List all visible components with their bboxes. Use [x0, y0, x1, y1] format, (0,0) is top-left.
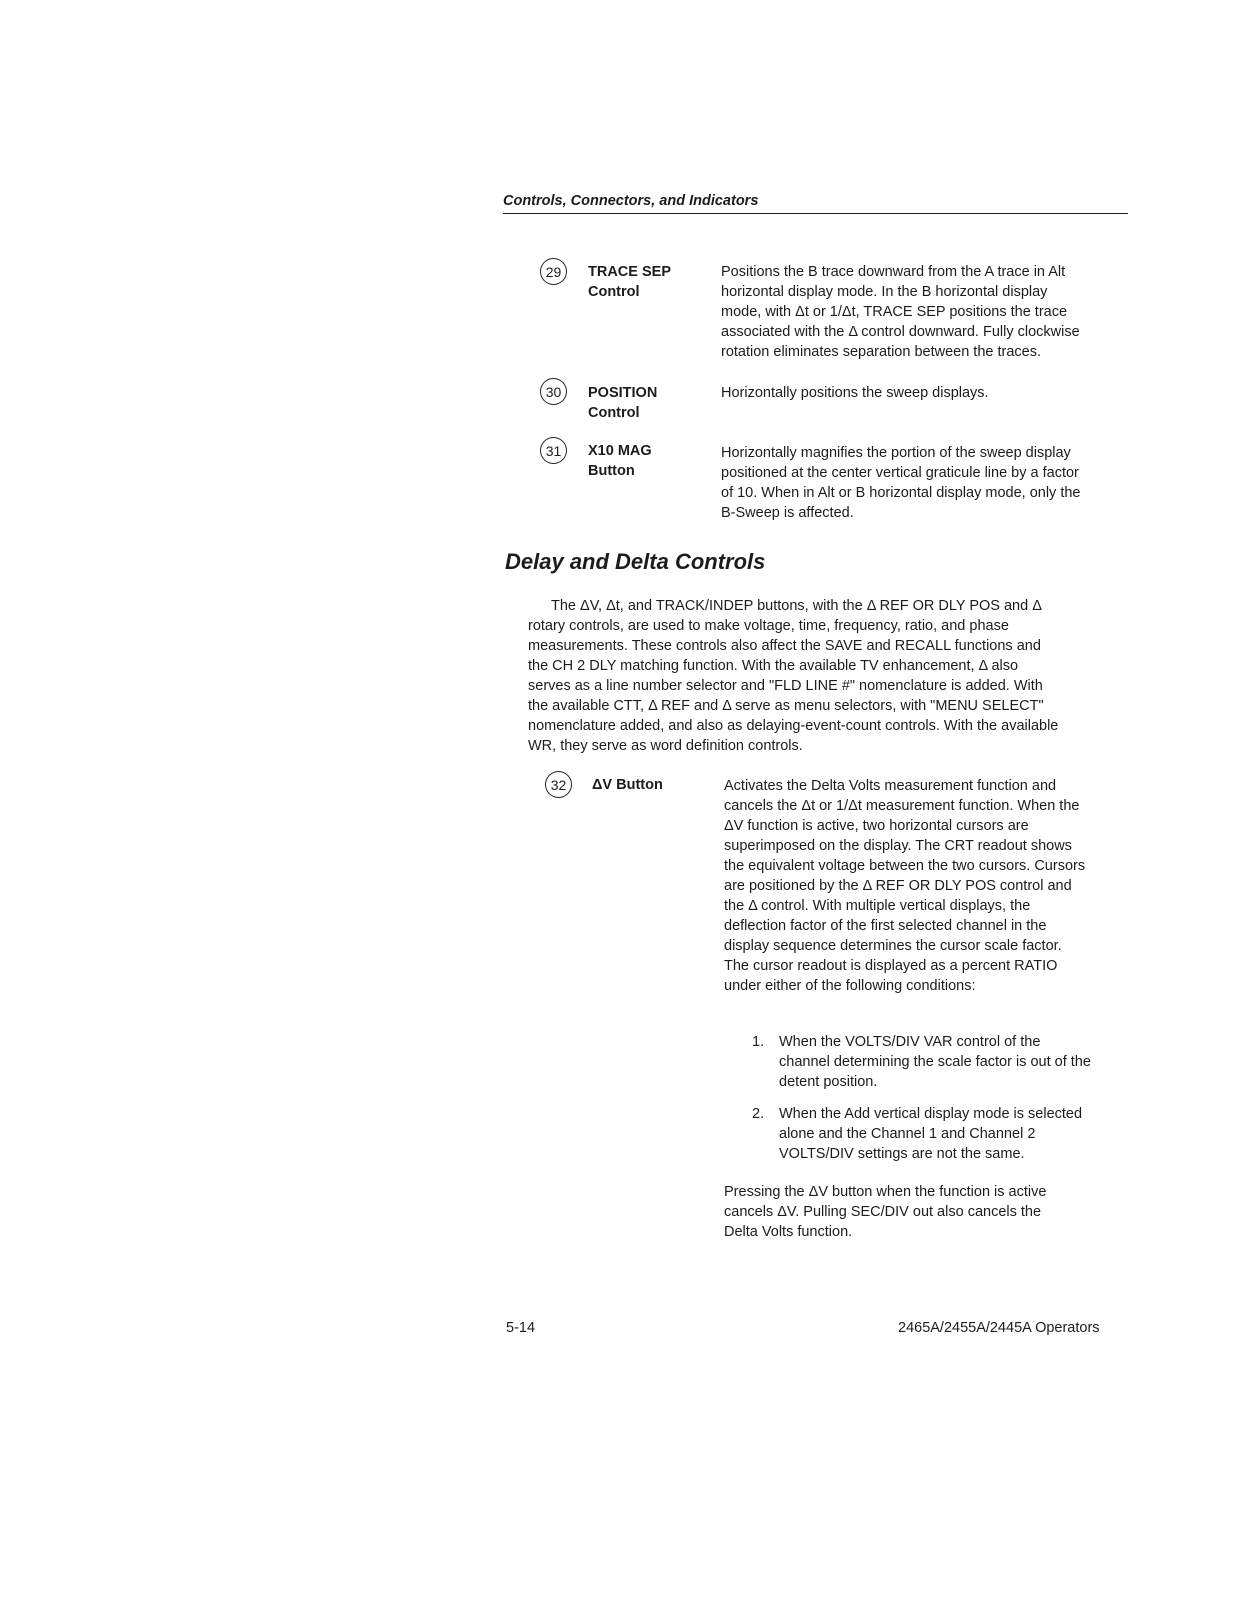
item-label-position: POSITION Control — [588, 385, 658, 421]
item-label-delta-v-button: ΔV Button — [592, 777, 663, 793]
manual-title: 2465A/2455A/2445A Operators — [898, 1320, 1100, 1336]
running-header: Controls, Connectors, and Indicators — [503, 193, 1128, 214]
item-number-30: 30 — [540, 378, 567, 405]
section-intro: The ΔV, Δt, and TRACK/INDEP buttons, with the Δ REF OR DLY POS and Δ rotary controls, are used to make voltage, time, frequency, ratio, and phase measurements. These controls also affect the SAVE and RECALL functions and the CH 2 DLY matching function. With the available TV enhancement, Δ also serves as a line number selector and "FLD LINE #" nomenclature is added. With the available CTT, Δ REF and Δ serve as menu selectors, with "MENU SELECT" nomenclature added, and also as delaying-event-count controls. With the available WR, they serve as word definition controls. — [528, 598, 1059, 754]
item-description-x10-mag: Horizontally magnifies the portion of the sweep display positioned at the center vertical graticule line by a factor of 10. When in Alt or B horizontal display mode, only the B-Sweep is affected. — [721, 445, 1081, 521]
item-number-32: 32 — [545, 771, 572, 798]
item-label-x10-mag: X10 MAG Button — [588, 443, 652, 479]
section-heading: Delay and Delta Controls — [505, 549, 766, 574]
closing-paragraph: Pressing the ΔV button when the function is active cancels ΔV. Pulling SEC/DIV out also cancels the Delta Volts function. — [724, 1184, 1047, 1240]
item-number-29: 29 — [540, 258, 567, 285]
item-label-trace-sep: TRACE SEP Control — [588, 264, 671, 300]
page-number: 5-14 — [506, 1320, 536, 1336]
item-number-31: 31 — [540, 437, 567, 464]
item-description-delta-v: Activates the Delta Volts measurement function and cancels the Δt or 1/Δt measurement function. When the ΔV function is active, two horizontal cursors are superimposed on the display. The CRT readout shows the equivalent voltage between the two cursors. Cursors are positioned by the Δ REF OR DLY POS control and the Δ control. With multiple vertical displays, the deflection factor of the first selected channel in the display sequence determines the cursor scale factor. The cursor readout is displayed as a percent RATIO under either of the following conditions: — [724, 778, 1086, 994]
item-description-position: Horizontally positions the sweep displays. — [721, 385, 989, 401]
item-description-trace-sep: Positions the B trace downward from the A trace in Alt horizontal display mode. In the B horizontal display mode, with Δt or 1/Δt, TRACE SEP positions the trace associated with the Δ control downward. Fully clockwise rotation eliminates separation between the traces. — [721, 264, 1080, 360]
